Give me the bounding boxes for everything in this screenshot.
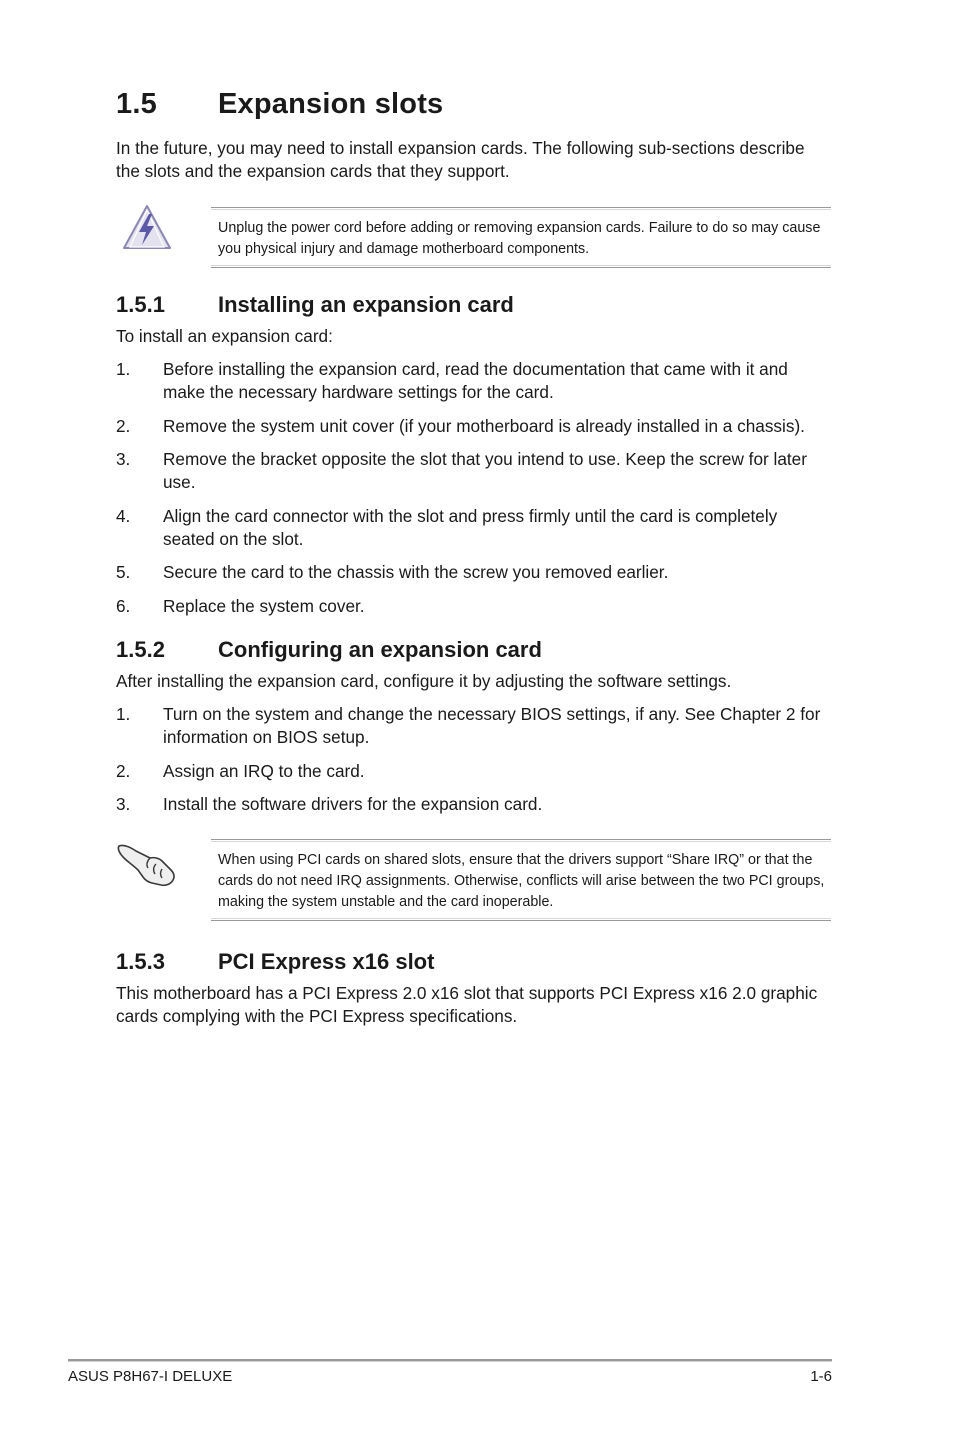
- footer-page-number: 1-6: [810, 1368, 832, 1385]
- pcie-paragraph: This motherboard has a PCI Express 2.0 x16 slot that supports PCI Express x16 2.0 graphic cards complying with the PCI Express specifications.: [116, 983, 818, 1026]
- list-item: 2. Remove the system unit cover (if your motherboard is already installed in a chassis).: [116, 415, 805, 436]
- list-item: 1. Turn on the system and change the necessary BIOS settings, if any. See Chapter 2 for information on BIOS setup.: [116, 704, 821, 747]
- list-item: 2. Assign an IRQ to the card.: [116, 760, 365, 781]
- install-lead: To install an expansion card:: [116, 326, 333, 346]
- subsection-title: Installing an expansion card: [218, 292, 514, 317]
- list-item: 3. Remove the bracket opposite the slot that you intend to use. Keep the screw for later use.: [116, 449, 807, 492]
- subsection-number: 1.5.1: [116, 292, 165, 317]
- pointing-hand-note-icon: [116, 840, 178, 888]
- subsection-heading-1-5-1: [116, 292, 514, 318]
- list-item: 6. Replace the system cover.: [116, 595, 365, 616]
- subsection-heading-1-5-3: [116, 949, 434, 975]
- section-title: Expansion slots: [218, 88, 444, 120]
- warning-text: Unplug the power cord before adding or removing expansion cards. Failure to do so may cause you physical injury and damage motherboard components.: [218, 220, 821, 257]
- lightning-warning-icon: [121, 203, 173, 251]
- subsection-number: 1.5.3: [116, 949, 165, 974]
- footer-product-name: ASUS P8H67-I DELUXE: [68, 1368, 233, 1385]
- list-item: 1. Before installing the expansion card, read the documentation that came with it and make the necessary hardware settings for the card.: [116, 359, 788, 402]
- list-item: 4. Align the card connector with the slot and press firmly until the card is completely seated on the slot.: [116, 505, 778, 549]
- section-heading: [116, 88, 443, 121]
- subsection-number: 1.5.2: [116, 637, 165, 662]
- configure-lead: After installing the expansion card, configure it by adjusting the software settings.: [116, 671, 732, 691]
- note-text: When using PCI cards on shared slots, ensure that the drivers support “Share IRQ” or that the cards do not need IRQ assignments. Otherwise, conflicts will arise between the two PCI groups, making the system unstable and the card inoperable.: [218, 852, 825, 910]
- footer-divider: [68, 1359, 832, 1362]
- list-item: 5. Secure the card to the chassis with the screw you removed earlier.: [116, 562, 669, 582]
- section-number: 1.5: [116, 88, 157, 120]
- warning-notice: [211, 207, 831, 268]
- install-steps-list: [116, 358, 832, 628]
- list-item: 3. Install the software drivers for the expansion card.: [116, 794, 543, 814]
- note-notice: [211, 839, 831, 921]
- configure-steps-list: [116, 703, 832, 827]
- subsection-heading-1-5-2: [116, 637, 542, 663]
- subsection-title: PCI Express x16 slot: [218, 949, 435, 974]
- subsection-title: Configuring an expansion card: [218, 637, 542, 662]
- intro-paragraph: In the future, you may need to install expansion cards. The following sub-sections describe the slots and the expansion cards that they support.: [116, 138, 805, 181]
